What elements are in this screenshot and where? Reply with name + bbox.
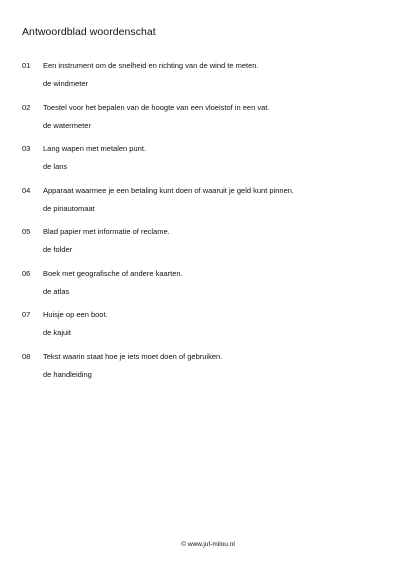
- list-item: [22, 61, 396, 103]
- item-question: Toestel voor het bepalen van de hoogte van een vloeistof in een vat.: [43, 102, 270, 112]
- item-number: 05: [22, 227, 31, 236]
- list-item: [22, 186, 396, 228]
- item-number: 08: [22, 351, 31, 361]
- item-answer: de pinautomaat: [43, 203, 95, 213]
- list-item: [22, 227, 396, 269]
- list-item: [22, 144, 396, 186]
- item-answer: de windmeter: [43, 79, 89, 88]
- item-question: Boek met geografische of andere kaarten.: [43, 268, 183, 278]
- item-number: 02: [22, 102, 31, 112]
- item-answer: de kajuit: [43, 328, 71, 337]
- item-question: Apparaat waarmee je een betaling kunt doen of waaruit je geld kunt pinnen.: [43, 185, 295, 195]
- item-answer: de lans: [43, 162, 68, 171]
- item-question: Blad papier met informatie of reclame.: [43, 227, 170, 236]
- item-answer: de watermeter: [43, 120, 91, 130]
- answer-list: [22, 61, 396, 393]
- item-number: 04: [22, 185, 31, 195]
- item-question: Lang wapen met metalen punt.: [43, 144, 146, 153]
- page-title: Antwoordblad woordenschat: [22, 26, 156, 38]
- item-question: Een instrument om de snelheid en richting van de wind te meten.: [43, 61, 259, 70]
- item-number: 03: [22, 144, 31, 153]
- copyright-footer: © www.juf-milou.nl: [181, 541, 235, 548]
- item-answer: de atlas: [43, 286, 70, 296]
- item-answer: de folder: [43, 245, 73, 254]
- item-number: 01: [22, 61, 31, 70]
- list-item: [22, 103, 396, 145]
- item-question: Huisje op een boot.: [43, 310, 108, 319]
- item-question: Tekst waarin staat hoe je iets moet doen of gebruiken.: [43, 351, 223, 361]
- list-item: [22, 310, 396, 352]
- list-item: [22, 352, 396, 394]
- item-number: 06: [22, 268, 31, 278]
- list-item: [22, 269, 396, 311]
- item-answer: de handleiding: [43, 369, 92, 379]
- item-number: 07: [22, 310, 31, 319]
